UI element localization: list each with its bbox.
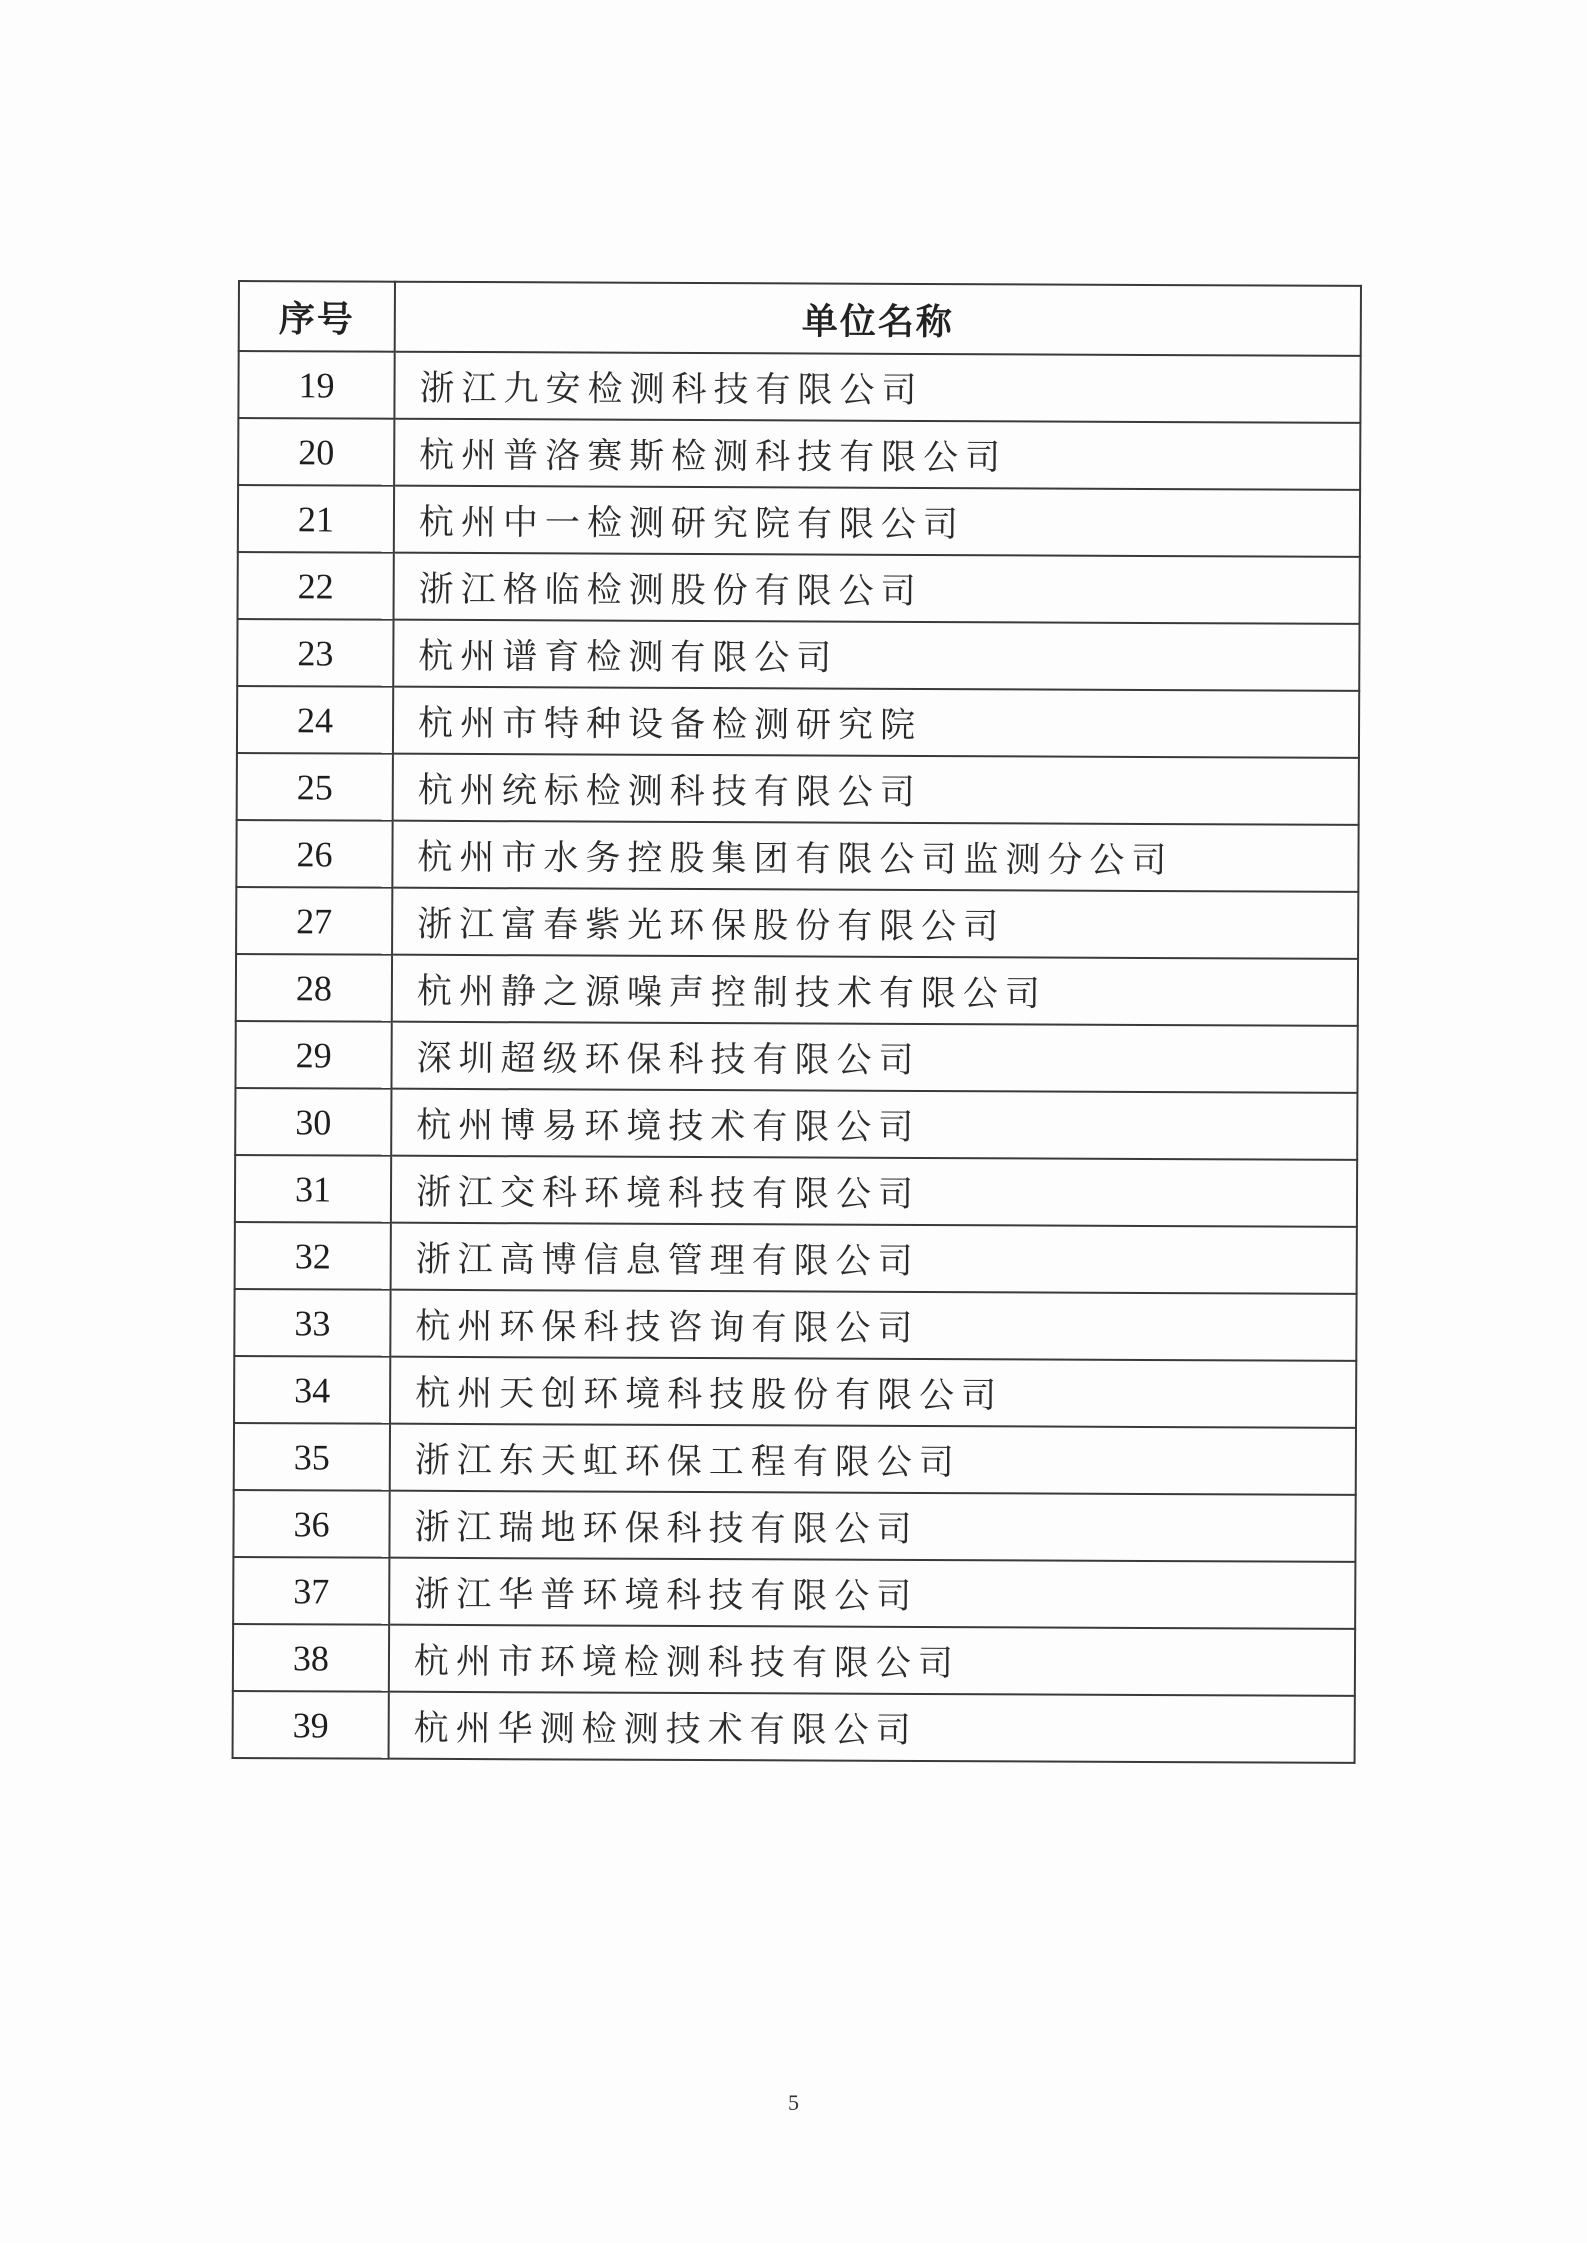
row-serial-number: 20 (238, 418, 394, 486)
row-serial-number: 38 (233, 1624, 389, 1692)
row-unit-name: 杭州静之源噪声控制技术有限公司 (392, 955, 1358, 1026)
row-unit-name: 浙江华普环境科技有限公司 (389, 1558, 1355, 1629)
row-unit-name: 浙江瑞地环保科技有限公司 (389, 1491, 1355, 1562)
row-serial-number: 19 (238, 351, 394, 419)
row-unit-name: 杭州市特种设备检测研究院 (393, 687, 1359, 758)
row-unit-name: 杭州天创环境科技股份有限公司 (390, 1357, 1356, 1428)
table-header-row (239, 281, 1361, 356)
row-unit-name: 浙江高博信息管理有限公司 (391, 1223, 1357, 1294)
row-serial-number: 37 (233, 1557, 389, 1625)
table-row (236, 887, 1358, 959)
row-unit-name: 杭州华测检测技术有限公司 (389, 1692, 1355, 1763)
row-serial-number: 30 (235, 1088, 391, 1156)
table-row (238, 485, 1360, 557)
row-unit-name: 浙江九安检测科技有限公司 (394, 352, 1360, 423)
row-unit-name: 杭州普洛赛斯检测科技有限公司 (394, 419, 1360, 490)
row-serial-number: 21 (238, 485, 394, 553)
row-serial-number: 35 (234, 1423, 390, 1491)
row-unit-name: 浙江富春紫光环保股份有限公司 (392, 888, 1358, 959)
table-row (235, 1155, 1357, 1227)
table-row (234, 1289, 1356, 1361)
row-serial-number: 28 (236, 954, 392, 1022)
table-row (234, 1423, 1356, 1495)
table-row (233, 1691, 1355, 1763)
table-row (234, 1356, 1356, 1428)
row-serial-number: 24 (237, 686, 393, 754)
table-row (236, 820, 1358, 892)
row-serial-number: 25 (237, 753, 393, 821)
row-serial-number: 33 (234, 1289, 390, 1357)
table-row (237, 686, 1359, 758)
row-serial-number: 36 (233, 1490, 389, 1558)
header-serial-number: 序号 (239, 281, 395, 352)
table-row (233, 1557, 1355, 1629)
row-unit-name: 杭州统标检测科技有限公司 (393, 754, 1359, 825)
row-unit-name: 杭州市水务控股集团有限公司监测分公司 (392, 821, 1358, 892)
row-serial-number: 32 (235, 1222, 391, 1290)
table-row (233, 1490, 1355, 1562)
table-row (237, 753, 1359, 825)
row-serial-number: 23 (237, 619, 393, 687)
table-row (238, 418, 1360, 490)
row-serial-number: 31 (235, 1155, 391, 1223)
header-unit-name: 单位名称 (395, 282, 1361, 356)
row-unit-name: 杭州市环境检测科技有限公司 (389, 1625, 1355, 1696)
row-unit-name: 杭州环保科技咨询有限公司 (390, 1290, 1356, 1361)
row-serial-number: 26 (236, 820, 392, 888)
table-row (235, 1021, 1357, 1093)
table-row (238, 351, 1360, 423)
row-unit-name: 杭州谱育检测有限公司 (393, 620, 1359, 691)
row-serial-number: 22 (238, 552, 394, 620)
row-serial-number: 34 (234, 1356, 390, 1424)
table-row (237, 619, 1359, 691)
page-number: 5 (788, 2090, 799, 2115)
row-unit-name: 深圳超级环保科技有限公司 (391, 1022, 1357, 1093)
table-row (235, 1222, 1357, 1294)
row-unit-name: 杭州中一检测研究院有限公司 (394, 486, 1360, 557)
row-unit-name: 浙江格临检测股份有限公司 (394, 553, 1360, 624)
table-row (236, 954, 1358, 1026)
row-unit-name: 杭州博易环境技术有限公司 (391, 1089, 1357, 1160)
row-serial-number: 39 (233, 1691, 389, 1759)
table-row (235, 1088, 1357, 1160)
row-serial-number: 27 (236, 887, 392, 955)
row-unit-name: 浙江东天虹环保工程有限公司 (390, 1424, 1356, 1495)
table-row (238, 552, 1360, 624)
row-unit-name: 浙江交科环境科技有限公司 (391, 1156, 1357, 1227)
table-row (233, 1624, 1355, 1696)
unit-list-table (232, 280, 1362, 1764)
row-serial-number: 29 (235, 1021, 391, 1089)
